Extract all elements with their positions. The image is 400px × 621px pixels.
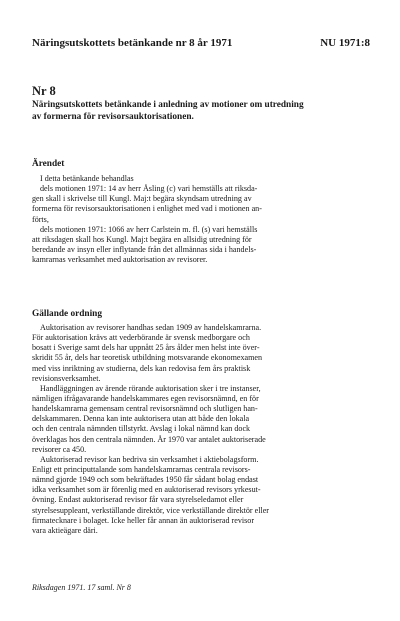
text-line: handelskamrarna gemensam central revisorsnämnd och slutligen han- — [32, 404, 258, 414]
section-body-arendet — [32, 174, 374, 265]
text-line: dels motionen 1971: 1066 av herr Carlstein m. fl. (s) vari hemställs — [40, 224, 258, 234]
text-line: idka verksamhet som är förenlig med en auktoriserad revisors yrkesut- — [32, 485, 261, 495]
text-line: överklagas hos den centrala nämnden. År 1970 var antalet auktoriserade — [32, 434, 266, 444]
footer-note: Riksdagen 1971. 17 saml. Nr 8 — [32, 583, 131, 592]
text-line: För auktorisation krävs att vederbörande är svensk medborgare och — [32, 333, 250, 343]
text-line: nämligen ifrågavarande handelskammares egen revisorsnämnd, en för — [32, 393, 259, 403]
section-heading-gallande-ordning: Gällande ordning — [32, 309, 103, 319]
text-line: beredande av insyn eller inflytande från det allmännas sida i handels- — [32, 244, 257, 254]
text-line: och den centrala nämnden tillstyrkt. Avslag i lokal nämnd kan dock — [32, 424, 251, 434]
document-title — [32, 100, 372, 123]
text-line: revisorer ca 450. — [32, 444, 87, 454]
text-line: delskammaren. Denna kan inte auktorisera utan att både den lokala — [32, 414, 250, 424]
text-line: vara aktieägare däri. — [32, 525, 98, 535]
text-line: revisionsverksamhet. — [32, 373, 101, 383]
running-header — [32, 37, 370, 51]
text-line: Handläggningen av ärende rörande auktorisation sker i tre instanser, — [40, 383, 261, 393]
text-line: bosatt i Sverige samt dels har uppnått 25 års ålder men helst inte över- — [32, 343, 260, 353]
text-line: skridit 55 år, dels har teoretisk utbildning motsvarande ekonomexamen — [32, 353, 263, 363]
text-line: gen skall i skrivelse till Kungl. Maj:t begära skyndsam utredning av — [32, 194, 252, 204]
text-line: I detta betänkande behandlas — [40, 174, 134, 183]
text-line: dels motionen 1971: 14 av herr Åsling (c) vari hemställs att riksda- — [40, 184, 258, 194]
text-line: att riksdagen skall hos Kungl. Maj:t begära en allsidig utredning för — [32, 234, 252, 244]
title-line: av formerna för revisorsauktorisationen. — [32, 111, 194, 122]
text-line: förts, — [32, 214, 49, 224]
text-line: Enligt ett principuttalande som handelskamrarnas centrala revisors- — [32, 464, 251, 474]
header-doc-code: NU 1971:8 — [320, 37, 370, 49]
text-line: Auktorisation av revisorer handhas sedan 1909 av handelskamrarna. — [40, 323, 262, 332]
text-line: med viss inriktning av studierna, dels kan redovisa fem års praktisk — [32, 363, 251, 373]
text-line: Auktoriserad revisor kan bedriva sin verksamhet i aktiebolagsform. — [40, 454, 259, 464]
title-line: Näringsutskottets betänkande i anledning av motioner om utredning — [32, 100, 304, 110]
document-number: Nr 8 — [32, 84, 56, 98]
text-line: formerna för revisorsauktorisationen i enlighet med vad i motionen an- — [32, 204, 262, 214]
text-line: övning. Endast auktoriserad revisor får vara styrelseledamot eller — [32, 495, 244, 505]
text-line: kamrarnas verksamhet med auktorisation av revisorer. — [32, 255, 208, 265]
text-line: nämnd gjorde 1949 och som bekräftades 1950 får sådant bolag endast — [32, 475, 259, 485]
text-line: styrelsesuppleant, verkställande direktör, vice verkställande direktör eller — [32, 505, 270, 515]
section-body-gallande-ordning — [32, 323, 374, 536]
header-title: Näringsutskottets betänkande nr 8 år 1971 — [32, 37, 233, 49]
text-line: firmatecknare i bolaget. Icke heller får annan än auktoriserad revisor — [32, 515, 255, 525]
section-heading-arendet: Ärendet — [32, 159, 65, 169]
